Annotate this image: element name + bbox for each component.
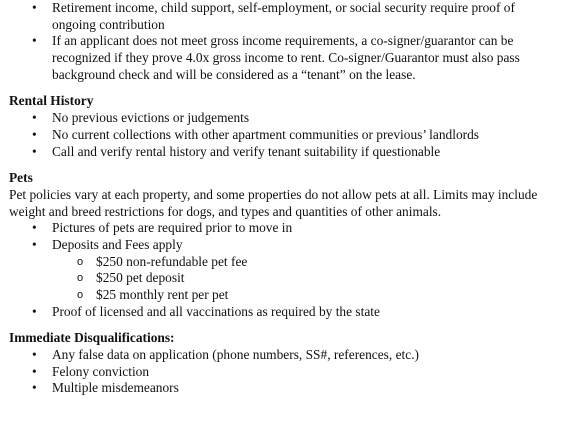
sub-list-item	[0, 270, 576, 287]
list-item-text: recognized if they prove 4.0x gross income to rent. Co-signer/Guarantor must also pass	[52, 50, 520, 66]
bullet-icon: •	[32, 0, 37, 15]
list-item-text: Retirement income, child support, self-employment, or social security require proof of	[52, 0, 515, 15]
list-item-text: Multiple misdemeanors	[52, 380, 179, 396]
list-item	[0, 110, 576, 127]
list-item-text: Call and verify rental history and verify tenant suitability if questionable	[52, 143, 441, 159]
list-item-continuation	[0, 50, 576, 67]
list-item	[0, 0, 576, 17]
circle-bullet-icon: o	[77, 272, 84, 285]
list-item-text: ongoing contribution	[52, 16, 165, 32]
list-item-continuation	[0, 67, 576, 84]
sub-list-item-text: $250 pet deposit	[96, 270, 185, 286]
bullet-icon: •	[32, 110, 37, 126]
bullet-icon: •	[32, 126, 37, 142]
list-item	[0, 127, 576, 144]
sub-list-item	[0, 287, 576, 304]
circle-bullet-icon: o	[77, 289, 84, 301]
section-heading-disqualifications: Immediate Disqualifications:	[9, 330, 175, 346]
sub-list-item-text: $25 monthly rent per pet	[96, 287, 229, 302]
circle-bullet-icon: o	[77, 255, 84, 268]
bullet-icon: •	[32, 363, 37, 379]
list-item	[0, 220, 576, 237]
list-item	[0, 380, 576, 397]
list-item-text: Proof of licensed and all vaccinations as required by the state	[52, 303, 380, 319]
bullet-icon: •	[32, 220, 37, 236]
bullet-icon: •	[32, 143, 37, 159]
list-item	[0, 144, 576, 161]
bullet-icon: •	[32, 33, 37, 49]
bullet-icon: •	[32, 303, 37, 319]
sub-list-item-text: $250 non-refundable pet fee	[96, 253, 248, 269]
list-item	[0, 33, 576, 50]
list-item-text: No current collections with other apartment communities or previous’ landlords	[52, 126, 480, 142]
bullet-icon: •	[32, 380, 37, 396]
bullet-icon: •	[32, 236, 37, 252]
list-item-continuation	[0, 17, 576, 34]
list-item-text: background check and will be considered as a “tenant” on the lease.	[52, 66, 416, 82]
paragraph-line: Pet policies vary at each property, and some properties do not allow pets at all. Limits may include	[9, 186, 538, 202]
section-heading-rental-history: Rental History	[9, 93, 94, 109]
bullet-icon: •	[32, 347, 37, 363]
list-item-text: Deposits and Fees apply	[52, 236, 183, 252]
list-item	[0, 347, 576, 364]
sub-list-item	[0, 254, 576, 271]
paragraph-line: weight and breed restrictions for dogs, and types and quantities of other animals.	[9, 203, 442, 219]
list-item-text: Any false data on application (phone numbers, SS#, references, etc.)	[52, 347, 420, 363]
list-item-text: Felony conviction	[52, 363, 150, 379]
list-item-text: No previous evictions or judgements	[52, 110, 250, 126]
list-item-text: Pictures of pets are required prior to move in	[52, 220, 293, 236]
list-item	[0, 237, 576, 254]
list-item	[0, 364, 576, 381]
section-heading-pets: Pets	[9, 170, 33, 186]
list-item	[0, 304, 576, 321]
list-item-text: If an applicant does not meet gross income requirements, a co-signer/guarantor can be	[52, 33, 514, 49]
